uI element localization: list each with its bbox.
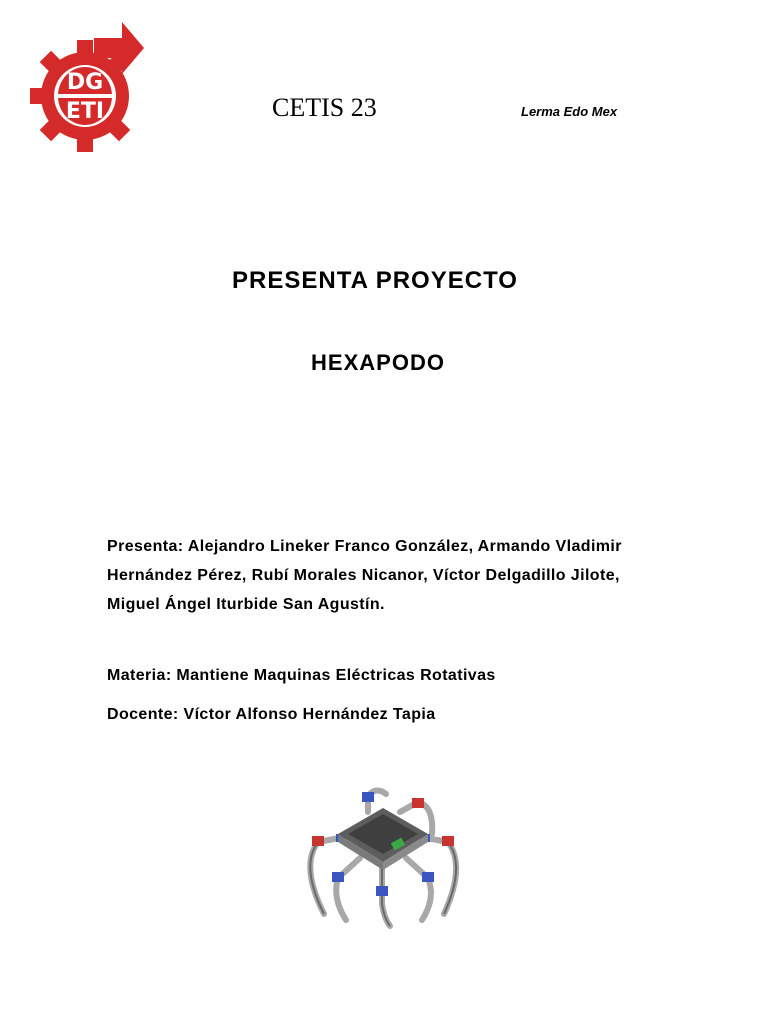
project-name: HEXAPODO	[311, 350, 445, 375]
svg-text:DG: DG	[66, 70, 104, 95]
document-title: PRESENTA PROYECTO	[232, 267, 518, 294]
hexapod-robot-image	[288, 786, 478, 932]
presenters-text: Presenta: Alejandro Lineker Franco González, Armando Vladimir Hernández Pérez, Rubí Morales Nicanor, Víctor Delgadillo Jilote, Miguel Ángel Iturbide San Agustín.	[107, 538, 622, 613]
teacher-text: Docente: Víctor Alfonso Hernández Tapia	[107, 706, 436, 723]
school-location: Lerma Edo Mex	[521, 104, 618, 119]
subject-text: Materia: Mantiene Maquinas Eléctricas Rotativas	[107, 667, 496, 684]
dgeti-logo	[30, 18, 146, 158]
school-name: CETIS 23	[272, 93, 377, 122]
svg-text:ETI: ETI	[65, 99, 105, 124]
